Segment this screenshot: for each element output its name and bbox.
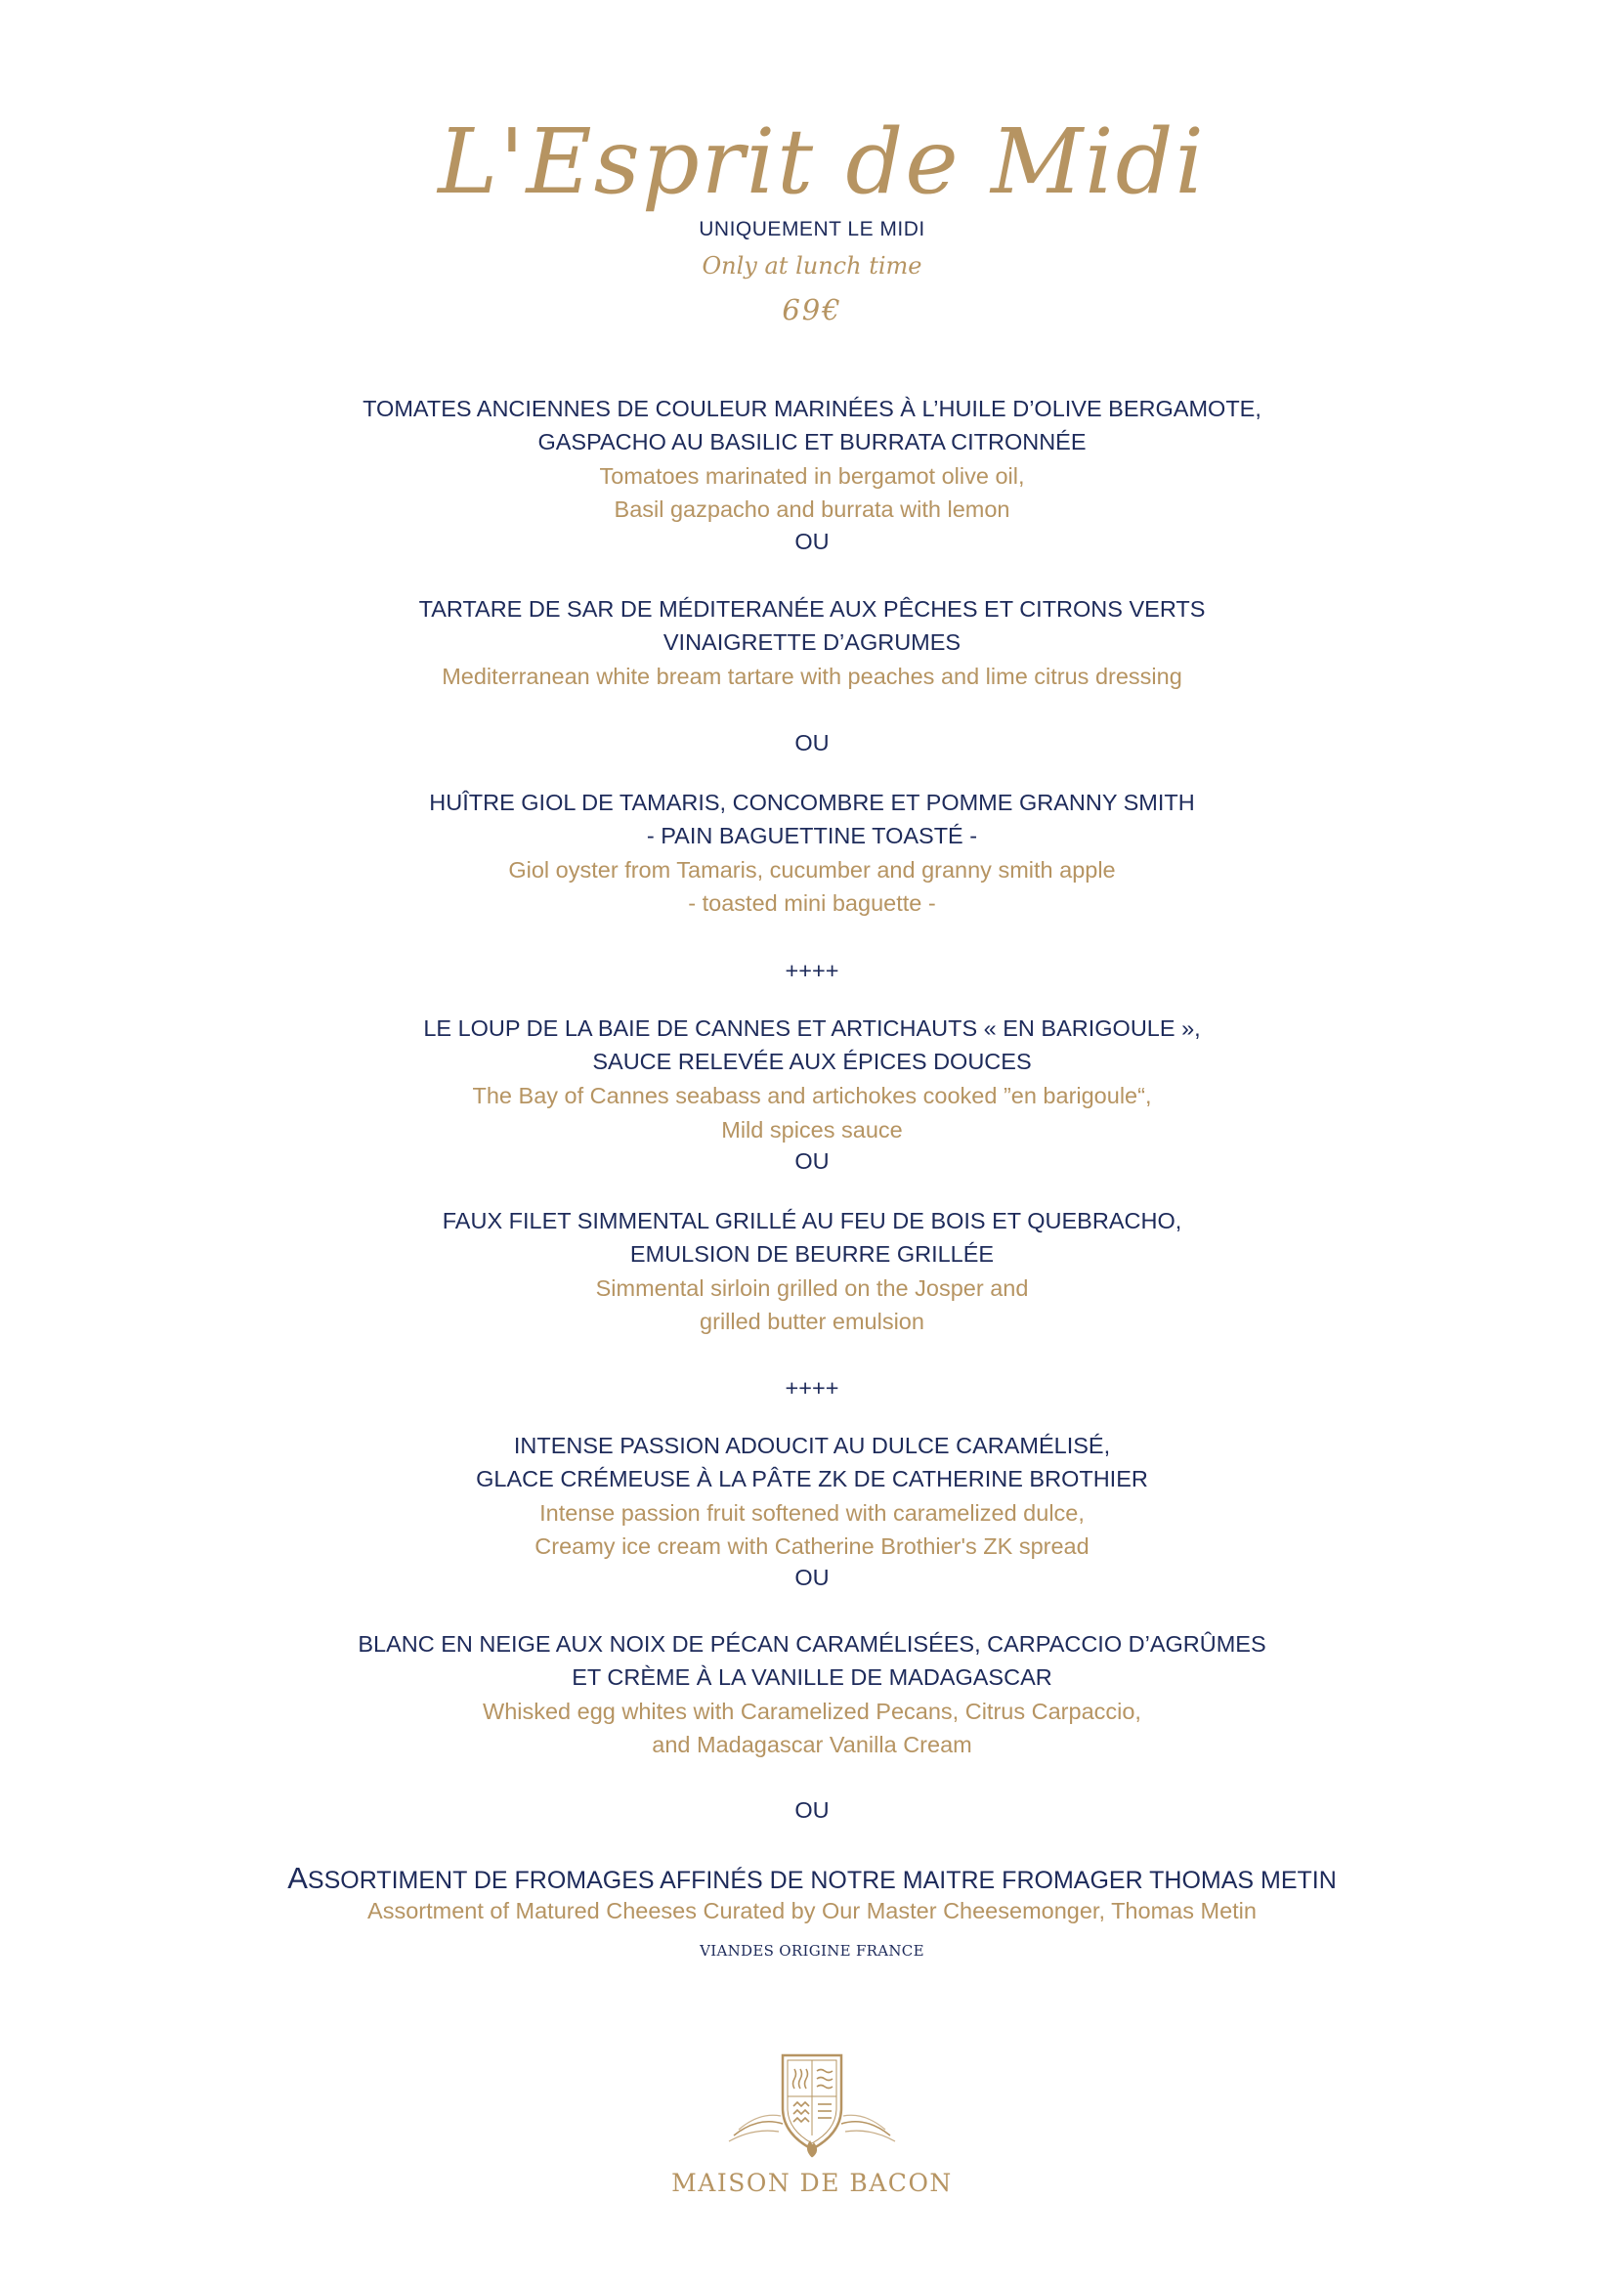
or-divider: OU <box>794 1565 830 1590</box>
cheese-english: Assortment of Matured Cheeses Curated by Our Master Cheesemonger, Thomas Metin <box>367 1898 1257 1923</box>
or-divider: OU <box>794 1148 830 1174</box>
main-2-english-line-2: grilled butter emulsion <box>700 1309 924 1334</box>
main-1-french-line-1: LE LOUP DE LA BAIE DE CANNES ET ARTICHAUTS « EN BARIGOULE », <box>423 1015 1201 1041</box>
starter-2-english-line-1: Mediterranean white bream tartare with peaches and lime citrus dressing <box>442 664 1182 689</box>
dessert-1-english-line-2: Creamy ice cream with Catherine Brothier's ZK spread <box>534 1533 1090 1559</box>
brand-name: MAISON DE BACON <box>671 2169 953 2197</box>
dessert-2-french-line-2: ET CRÈME À LA VANILLE DE MADAGASCAR <box>572 1664 1052 1690</box>
maison-de-bacon-crest-icon <box>714 2048 910 2165</box>
subtitle-english: Only at lunch time <box>702 252 922 280</box>
menu-price: 69€ <box>782 293 842 326</box>
dessert-1-french-line-1: INTENSE PASSION ADOUCIT AU DULCE CARAMÉLISÉ, <box>513 1433 1111 1458</box>
main-2-english-line-1: Simmental sirloin grilled on the Josper and <box>595 1275 1029 1301</box>
or-divider: OU <box>794 1797 830 1823</box>
subtitle-french: UNIQUEMENT LE MIDI <box>699 218 925 240</box>
starter-3-french-line-1: HUÎTRE GIOL DE TAMARIS, CONCOMBRE ET POMME GRANNY SMITH <box>429 790 1195 815</box>
or-divider: OU <box>794 529 830 554</box>
starter-3-english-line-2: - toasted mini baguette - <box>688 890 936 916</box>
starter-1-french-line-2: GASPACHO AU BASILIC ET BURRATA CITRONNÉE <box>537 429 1087 454</box>
cheese-french-initial: A <box>287 1861 308 1895</box>
starter-3-english-line-1: Giol oyster from Tamaris, cucumber and granny smith apple <box>508 857 1116 883</box>
main-1-english-line-2: Mild spices sauce <box>721 1117 903 1143</box>
starter-1-french-line-1: TOMATES ANCIENNES DE COULEUR MARINÉES À L’HUILE D’OLIVE BERGAMOTE, <box>363 396 1261 421</box>
menu-title: L'Esprit de Midi <box>438 109 1206 214</box>
starter-3-french-line-2: - PAIN BAGUETTINE TOASTÉ - <box>646 823 978 848</box>
meat-origin-note: VIANDES ORIGINE FRANCE <box>700 1942 924 1960</box>
dessert-2-english-line-1: Whisked egg whites with Caramelized Pecans, Citrus Carpaccio, <box>483 1699 1141 1724</box>
starter-2-french-line-2: VINAIGRETTE D’AGRUMES <box>662 629 962 655</box>
course-separator: ++++ <box>785 1375 839 1401</box>
main-1-english-line-1: The Bay of Cannes seabass and artichokes cooked ”en barigoule“, <box>472 1083 1152 1108</box>
dessert-1-english-line-1: Intense passion fruit softened with caramelized dulce, <box>539 1500 1085 1526</box>
starter-1-english-line-2: Basil gazpacho and burrata with lemon <box>614 496 1010 522</box>
cheese-french-rest: SSORTIMENT DE FROMAGES AFFINÉS DE NOTRE MAITRE FROMAGER THOMAS METIN <box>307 1867 1337 1894</box>
main-1-french-line-2: SAUCE RELEVÉE AUX ÉPICES DOUCES <box>592 1049 1032 1074</box>
dessert-2-french-line-1: BLANC EN NEIGE AUX NOIX DE PÉCAN CARAMÉLISÉES, CARPACCIO D’AGRÛMES <box>358 1631 1266 1657</box>
main-2-french-line-1: FAUX FILET SIMMENTAL GRILLÉ AU FEU DE BOIS ET QUEBRACHO, <box>442 1208 1182 1233</box>
main-2-french-line-2: EMULSION DE BEURRE GRILLÉE <box>629 1241 995 1267</box>
starter-1-english-line-1: Tomatoes marinated in bergamot olive oil, <box>599 463 1025 489</box>
dessert-2-english-line-2: and Madagascar Vanilla Cream <box>652 1732 972 1757</box>
cheese-french <box>0 1863 1624 1893</box>
starter-2-french-line-1: TARTARE DE SAR DE MÉDITERANÉE AUX PÊCHES ET CITRONS VERTS <box>418 596 1206 622</box>
dessert-1-french-line-2: GLACE CRÉMEUSE À LA PÂTE ZK DE CATHERINE BROTHIER <box>476 1466 1148 1491</box>
or-divider: OU <box>794 730 830 755</box>
course-separator: ++++ <box>785 958 839 983</box>
